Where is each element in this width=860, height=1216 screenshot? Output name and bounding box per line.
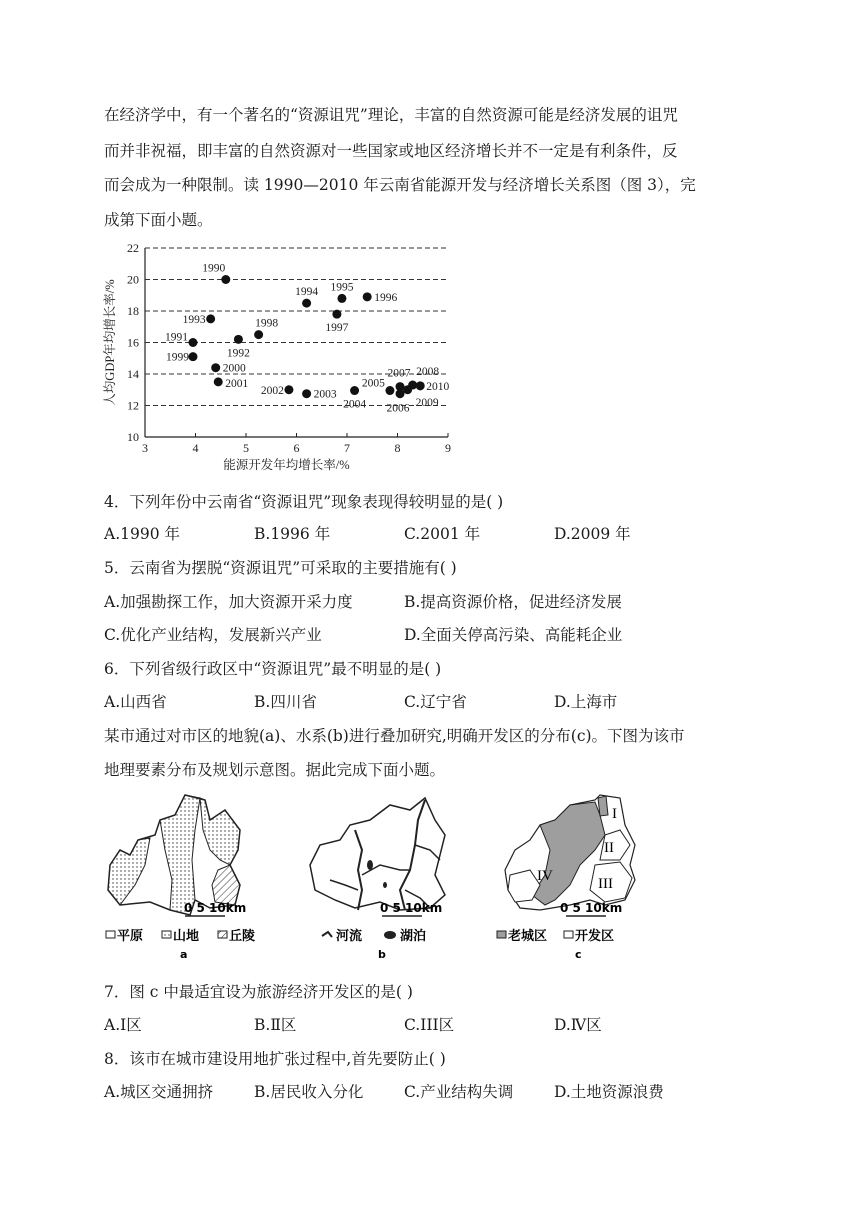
intro-line: 在经济学中，有一个著名的“资源诅咒”理论，丰富的自然资源可能是经济发展的诅咒 (104, 106, 678, 124)
q4-option-a[interactable]: A.1990 年 (104, 525, 180, 543)
data-point-2002 (284, 385, 293, 394)
intro2-line-2: 地理要素分布及规划示意图。据此完成下面小题。 (104, 761, 446, 779)
scale-b-text: 0 5 10km (380, 901, 443, 915)
q5-option-d[interactable]: D.全面关停高污染、高能耗企业 (404, 626, 623, 644)
data-label-1992: 1992 (226, 347, 250, 360)
data-label-2000: 2000 (222, 362, 246, 375)
data-label-2007: 2007 (387, 367, 411, 380)
y-tick-label: 14 (127, 367, 139, 381)
question-7-stem: 7．图 c 中最适宜设为旅游经济开发区的是( ) (104, 983, 413, 1001)
river-legend-icon (322, 932, 332, 937)
x-tick-label: 4 (192, 441, 199, 455)
q4-option-d[interactable]: D.2009 年 (554, 525, 631, 543)
legend-old-town-label: 老城区 (508, 929, 548, 944)
q8-option-d[interactable]: D.土地资源浪费 (554, 1083, 664, 1101)
x-tick-label: 9 (445, 441, 451, 455)
data-label-2009: 2009 (415, 396, 439, 409)
data-label-2010: 2010 (426, 380, 450, 393)
data-label-1999: 1999 (165, 351, 189, 364)
legend-lake-label: 湖泊 (400, 929, 427, 944)
data-label-1994: 1994 (295, 286, 319, 299)
plain-legend-swatch (106, 931, 115, 938)
q6-option-c[interactable]: C.辽宁省 (404, 693, 467, 711)
mountain-legend-swatch (162, 931, 171, 938)
y-tick-label: 20 (127, 272, 139, 287)
intro-line: 而并非祝福，即丰富的自然资源对一些国家或地区经济增长并不一定是有利条件，反 (104, 142, 678, 160)
map-b-caption: b (378, 948, 386, 961)
data-point-1993 (206, 314, 215, 323)
data-point-1997 (332, 310, 341, 319)
y-tick-label: 16 (127, 335, 139, 350)
data-point-1994 (302, 299, 311, 308)
map-c-caption: c (575, 948, 582, 961)
data-point-1990 (221, 275, 230, 284)
intro-line: 而会成为一种限制。读 1990—2010 年云南省能源开发与经济增长关系图（图 3），完 (104, 176, 696, 194)
data-point-2000 (211, 363, 220, 372)
legend-a (106, 928, 255, 944)
legend-mountain-label: 山地 (173, 929, 200, 944)
data-point-1991 (188, 338, 197, 347)
data-point-2005 (385, 386, 394, 395)
q7-option-c[interactable]: C.III区 (404, 1016, 455, 1034)
y-tick-label: 12 (127, 398, 139, 413)
data-label-2006: 2006 (386, 402, 410, 415)
y-tick-label: 22 (127, 241, 139, 255)
q4-option-b[interactable]: B.1996 年 (254, 525, 331, 543)
data-label-1990: 1990 (202, 262, 226, 275)
data-label-1996: 1996 (374, 291, 398, 304)
q6-option-a[interactable]: A.山西省 (104, 693, 167, 711)
data-point-2010 (416, 381, 425, 390)
hill-legend-swatch (218, 931, 227, 938)
data-point-2001 (214, 377, 223, 386)
intro2-line-1: 某市通过对市区的地貌(a)、水系(b)进行叠加研究,明确开发区的分布(c)。下图为该市 (104, 727, 685, 745)
data-point-2009 (403, 385, 412, 394)
q7-option-d[interactable]: D.Ⅳ区 (554, 1016, 602, 1034)
q5-option-a[interactable]: A.加强勘探工作，加大资源开采力度 (104, 593, 353, 611)
data-point-1992 (234, 335, 243, 344)
data-label-2002: 2002 (260, 384, 284, 397)
q7-option-a[interactable]: A.Ⅰ区 (104, 1016, 142, 1034)
legend-c (497, 928, 614, 944)
zone-ii-label: II (604, 840, 614, 856)
data-label-2005: 2005 (361, 377, 385, 390)
data-label-2001: 2001 (225, 377, 249, 390)
zone-iii-label: III (598, 876, 613, 892)
q8-option-b[interactable]: B.居民收入分化 (254, 1083, 364, 1101)
q8-option-a[interactable]: A.城区交通拥挤 (104, 1083, 214, 1101)
data-label-1993: 1993 (182, 313, 206, 326)
scatter-chart (100, 238, 470, 483)
zone-i-label: I (612, 806, 617, 822)
intro-line: 成第下面小题。 (104, 211, 213, 229)
x-tick-label: 3 (142, 441, 148, 455)
y-tick-label: 18 (127, 304, 139, 318)
y-axis-title: 人均GDP年均增长率/% (103, 279, 117, 406)
data-point-1999 (188, 352, 197, 361)
q4-option-c[interactable]: C.2001 年 (404, 525, 481, 543)
map-b-water-system (310, 798, 445, 910)
data-label-2004: 2004 (343, 398, 367, 411)
q6-option-b[interactable]: B.四川省 (254, 693, 317, 711)
old-town-legend-swatch (497, 931, 506, 938)
data-label-1997: 1997 (325, 322, 349, 335)
q8-option-c[interactable]: C.产业结构失调 (404, 1083, 514, 1101)
scale-c-text: 0 5 10km (560, 901, 623, 915)
question-6-stem: 6．下列省级行政区中“资源诅咒”最不明显的是( ) (104, 660, 442, 678)
data-point-2004 (350, 386, 359, 395)
data-point-1998 (254, 330, 263, 339)
data-label-2003: 2003 (313, 388, 337, 401)
x-tick-label: 7 (344, 441, 350, 455)
data-label-2008: 2008 (416, 366, 440, 379)
map-c-development-zones (505, 795, 635, 910)
data-label-1998: 1998 (255, 317, 279, 330)
scale-a-text: 0 5 10km (184, 901, 247, 915)
legend-b (322, 928, 426, 944)
legend-river-label: 河流 (336, 929, 363, 944)
legend-dev-zone-label: 开发区 (575, 929, 615, 944)
x-tick-label: 6 (293, 441, 300, 455)
question-8-stem: 8．该市在城市建设用地扩张过程中,首先要防止( ) (104, 1050, 446, 1068)
q5-option-b[interactable]: B.提高资源价格，促进经济发展 (404, 593, 622, 611)
x-axis-title: 能源开发年均增长率/% (223, 458, 350, 472)
map-a-landform (108, 795, 240, 915)
question-4-stem: 4．下列年份中云南省“资源诅咒”现象表现得较明显的是( ) (104, 493, 504, 511)
dev-zone-legend-swatch (564, 931, 573, 938)
data-point-1996 (363, 292, 372, 301)
question-5-stem: 5．云南省为摆脱“资源诅咒”可采取的主要措施有( ) (104, 559, 457, 577)
q6-option-d[interactable]: D.上海市 (554, 693, 618, 711)
zone-iv-label: IV (537, 868, 553, 884)
legend-plain-label: 平原 (117, 929, 144, 944)
city-maps-figure (100, 790, 680, 970)
data-label-1995: 1995 (330, 281, 354, 294)
q5-option-c[interactable]: C.优化产业结构，发展新兴产业 (104, 626, 322, 644)
data-label-1991: 1991 (164, 331, 188, 344)
q7-option-b[interactable]: B.Ⅱ区 (254, 1016, 297, 1034)
x-tick-label: 8 (394, 441, 401, 455)
map-a-caption: a (180, 948, 188, 961)
legend-hill-label: 丘陵 (229, 929, 256, 944)
lake-legend-icon (384, 931, 396, 939)
data-point-2003 (302, 389, 311, 398)
data-point-1995 (337, 294, 346, 303)
x-tick-label: 5 (243, 441, 249, 455)
y-tick-label: 10 (127, 430, 139, 444)
